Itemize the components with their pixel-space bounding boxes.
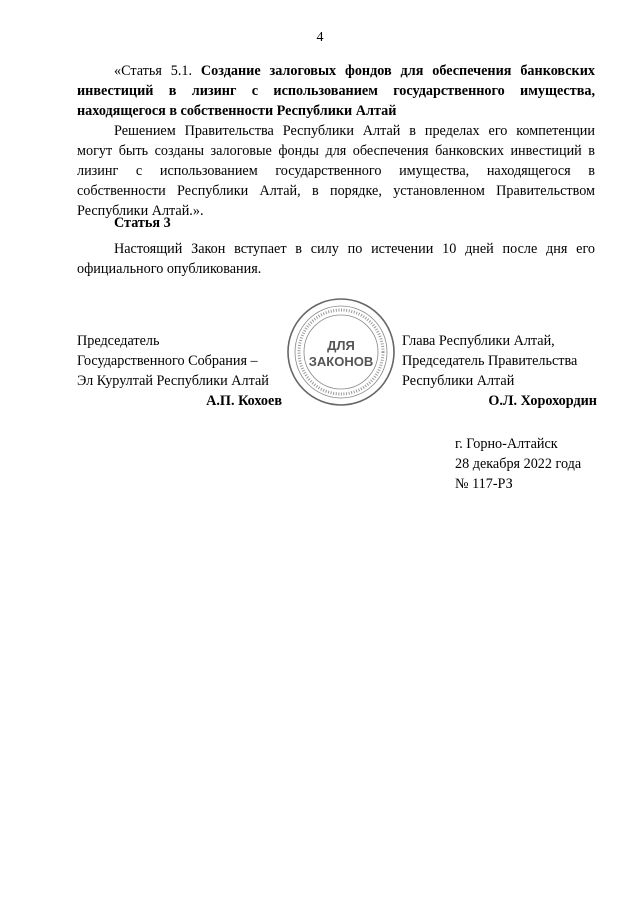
article-5-1-heading <box>77 61 595 121</box>
signature-right <box>402 331 597 411</box>
article-3-title: Статья 3 <box>114 215 171 231</box>
signature-left-line2: Государственного Собрания – <box>77 353 258 369</box>
signature-left-line1: Председатель <box>77 333 160 349</box>
article-5-1-body <box>77 121 595 221</box>
page-number: 4 <box>316 30 324 45</box>
place-date-number <box>455 434 581 494</box>
article-5-1-title: Создание залоговых фондов для обеспечения банковских инвестиций в лизинг с использованием государственного имущества, находящегося в собственности Республики Алтай <box>77 63 596 119</box>
signature-right-line3: Республики Алтай <box>402 373 515 389</box>
signature-right-name: О.Л. Хорохордин <box>488 393 597 409</box>
law-date: 28 декабря 2022 года <box>455 456 582 472</box>
law-number: № 117-РЗ <box>455 476 513 492</box>
signature-left-line3: Эл Курултай Республики Алтай <box>77 373 269 389</box>
stamp-line2: ЗАКОНОВ <box>308 354 374 369</box>
article-5-1-prefix: «Статья 5.1. <box>114 63 193 79</box>
article-3 <box>77 213 595 279</box>
article-5-1-text: Решением Правительства Республики Алтай в пределах его компетенции могут быть созданы залоговые фонды для обеспечения банковских инвестиций в лизинг с использованием государственного имущества, находящегося в собственности Республики Алтай, в порядке, установленном Правительством Республики Алтай.». <box>77 123 595 219</box>
signature-left <box>77 331 282 411</box>
signature-right-line1: Глава Республики Алтай, <box>402 333 555 349</box>
article-3-text: Настоящий Закон вступает в силу по истечении 10 дней после дня его официального опубликования. <box>77 241 595 277</box>
signature-right-line2: Председатель Правительства <box>402 353 578 369</box>
stamp-line1: ДЛЯ <box>327 338 355 353</box>
signature-left-name: А.П. Кохоев <box>206 393 282 409</box>
place-city: г. Горно-Алтайск <box>455 436 558 452</box>
stamp-seal <box>285 296 397 408</box>
